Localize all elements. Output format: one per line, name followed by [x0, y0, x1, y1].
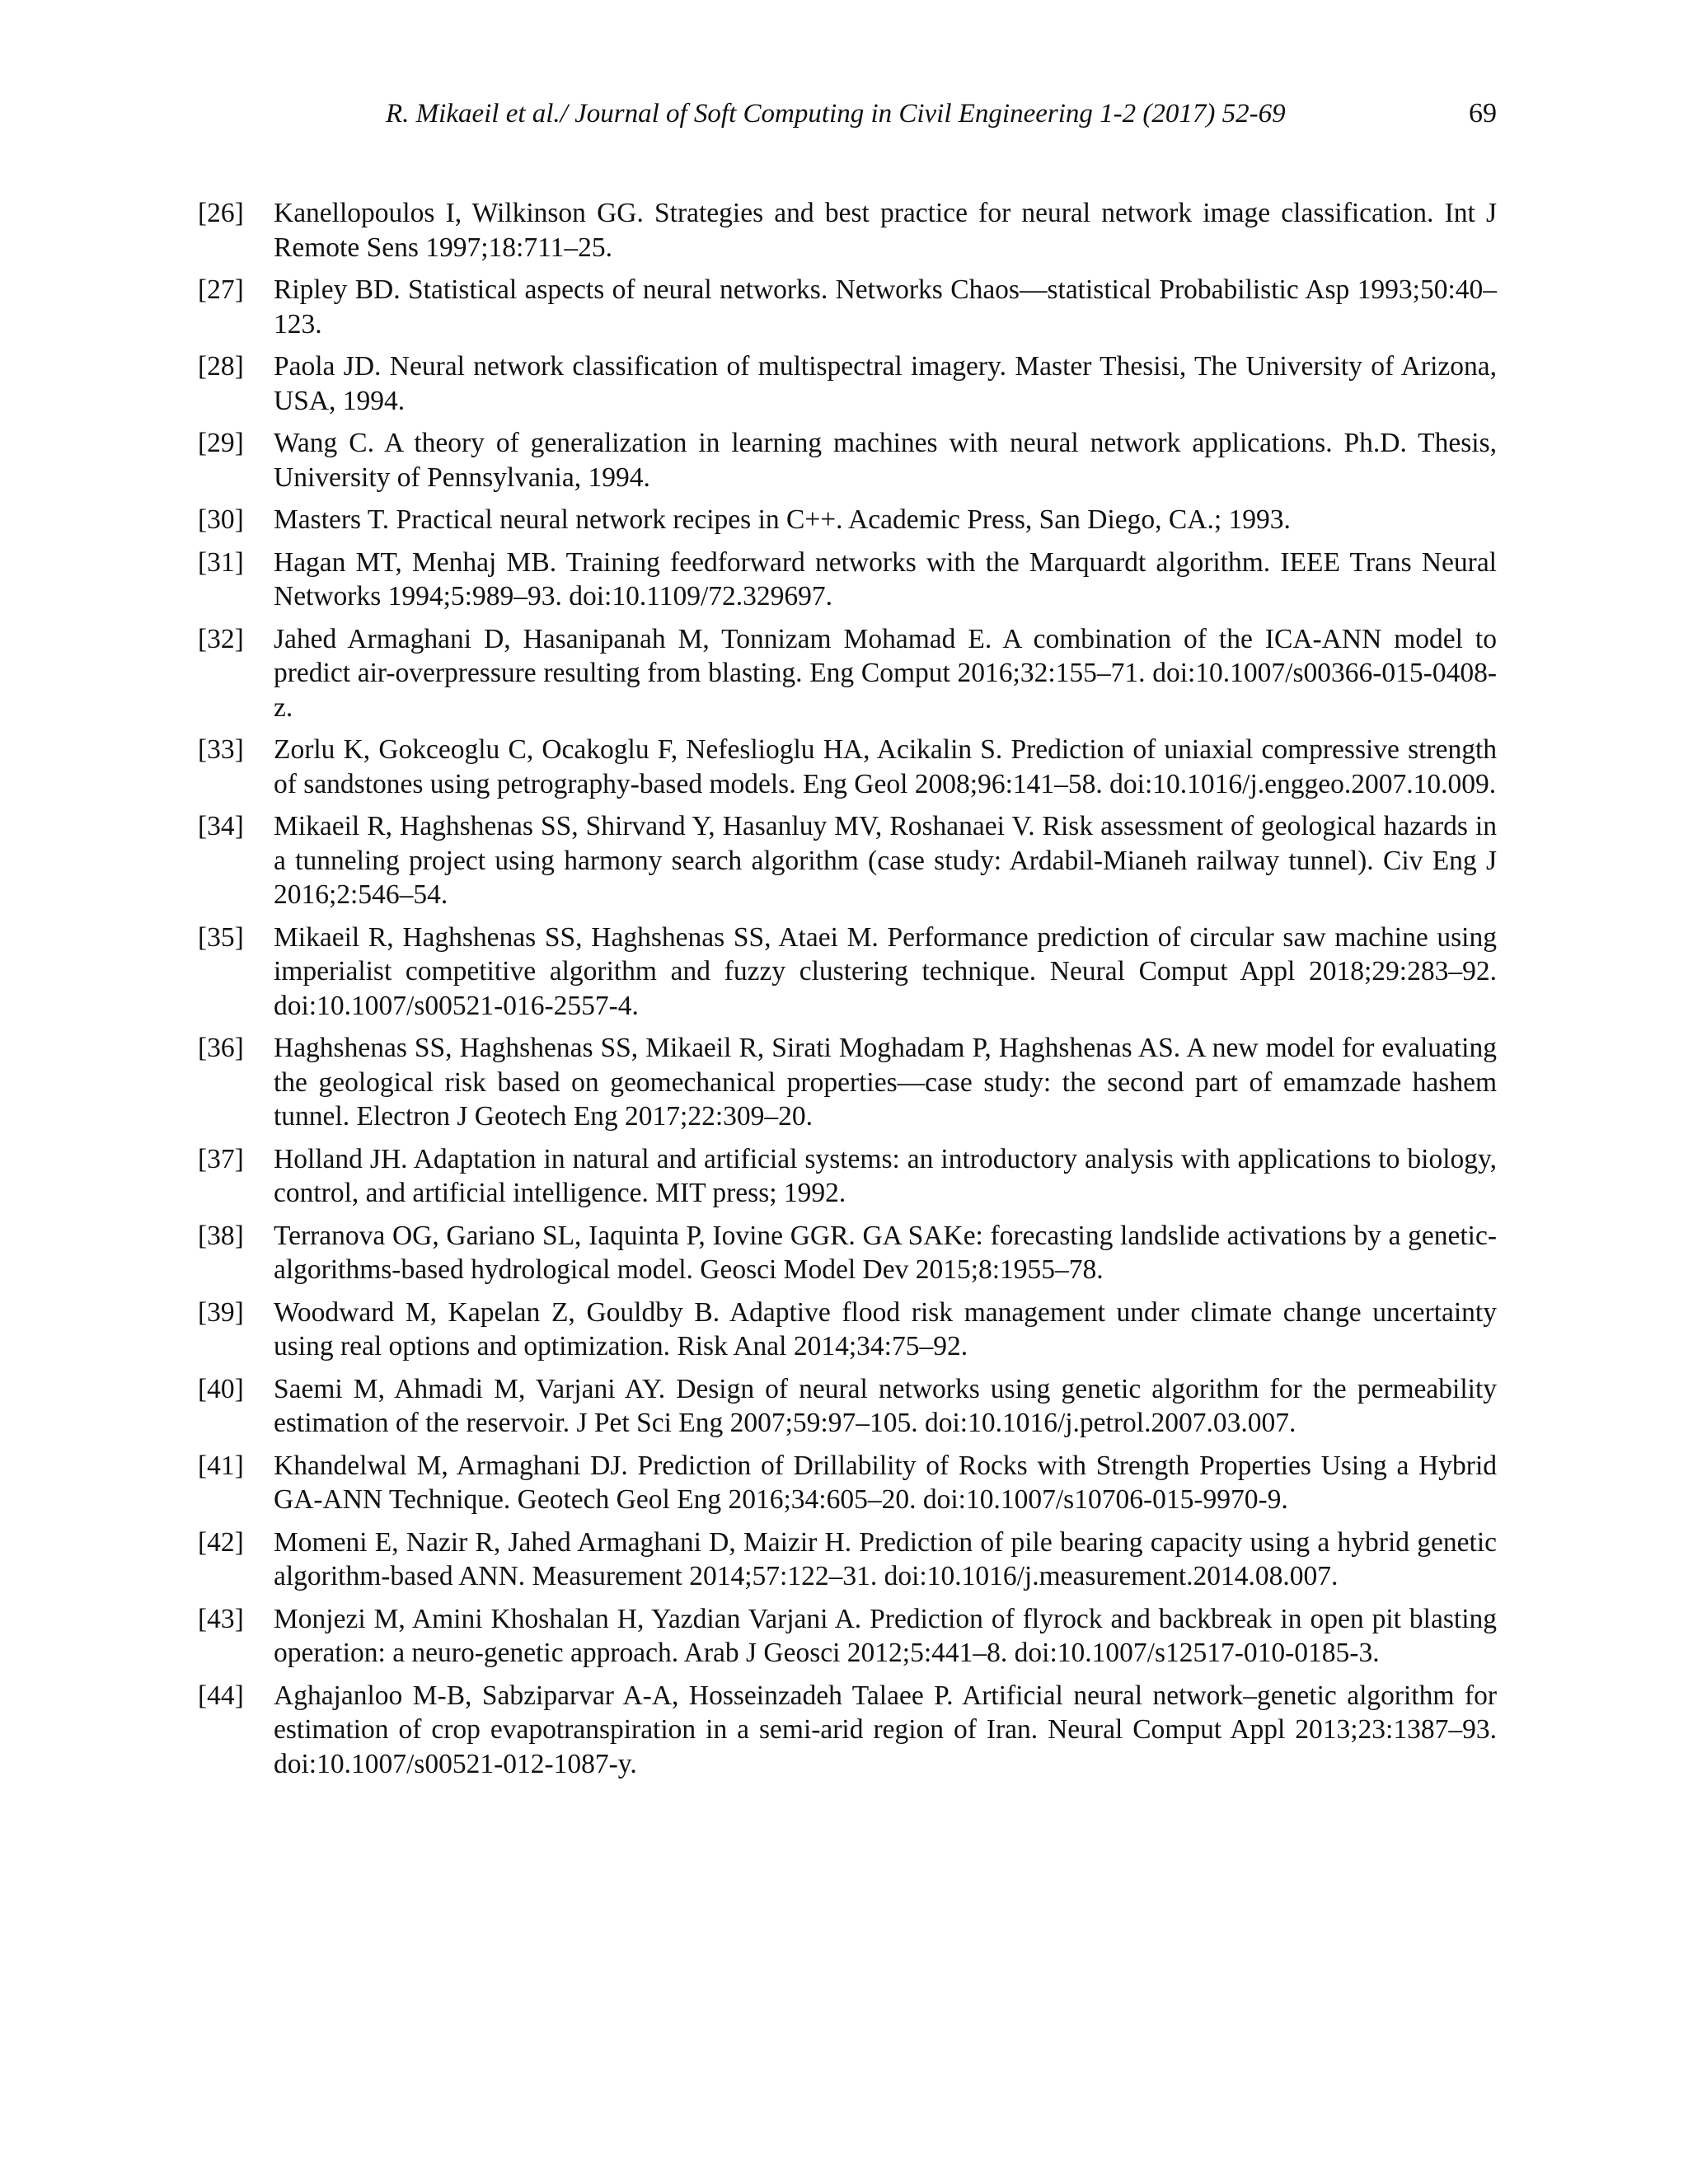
reference-item — [198, 426, 1497, 494]
reference-text: Momeni E, Nazir R, Jahed Armaghani D, Maizir H. Prediction of pile bearing capacity using a hybrid genetic algorithm-based ANN. Measurement 2014;57:122–31. doi:10.1016/j.measurement.2014.08.007. — [274, 1526, 1497, 1591]
reference-item — [198, 503, 1497, 537]
reference-text: Kanellopoulos I, Wilkinson GG. Strategies and best practice for neural network image classification. Int J Remote Sens 1997;18:711–25. — [274, 198, 1497, 263]
reference-text: Masters T. Practical neural network recipes in C++. Academic Press, San Diego, CA.; 1993. — [274, 504, 1291, 535]
reference-text: Holland JH. Adaptation in natural and artificial systems: an introductory analysis with applications to biology, control, and artificial intelligence. MIT press; 1992. — [274, 1143, 1497, 1208]
reference-text: Khandelwal M, Armaghani DJ. Prediction of Drillability of Rocks with Strength Properties Using a Hybrid GA-ANN Technique. Geotech Geol Eng 2016;34:605–20. doi:10.1007/s10706-015-9970-9. — [274, 1450, 1497, 1515]
reference-item — [198, 196, 1497, 265]
reference-text: Woodward M, Kapelan Z, Gouldby B. Adaptive flood risk management under climate change uncertainty using real options and optimization. Risk Anal 2014;34:75–92. — [274, 1296, 1497, 1361]
reference-text: Hagan MT, Menhaj MB. Training feedforward networks with the Marquardt algorithm. IEEE Trans Neural Networks 1994;5:989–93. doi:10.1109/72.329697. — [274, 546, 1497, 612]
reference-list — [198, 196, 1497, 1789]
reference-item — [198, 809, 1497, 912]
reference-item — [198, 733, 1497, 801]
reference-number: [41] — [198, 1450, 244, 1481]
reference-number: [36] — [198, 1033, 244, 1063]
reference-number: [38] — [198, 1220, 244, 1251]
reference-item — [198, 1296, 1497, 1364]
reference-text: Paola JD. Neural network classification of multispectral imagery. Master Thesisi, The University of Arizona, USA, 1994. — [274, 351, 1497, 416]
reference-number: [28] — [198, 351, 244, 382]
reference-text: Jahed Armaghani D, Hasanipanah M, Tonnizam Mohamad E. A combination of the ICA-ANN model to predict air-overpressure resulting from blasting. Eng Comput 2016;32:155–71. doi:10.1007/s00366-015-0408-z. — [274, 623, 1497, 723]
reference-item — [198, 1679, 1497, 1782]
reference-item — [198, 546, 1497, 614]
reference-number: [34] — [198, 811, 244, 841]
reference-number: [37] — [198, 1143, 244, 1174]
reference-number: [30] — [198, 504, 244, 535]
reference-number: [44] — [198, 1680, 244, 1711]
reference-number: [42] — [198, 1526, 244, 1558]
reference-item — [198, 1219, 1497, 1287]
reference-text: Mikaeil R, Haghshenas SS, Haghshenas SS, Ataei M. Performance prediction of circular saw machine using imperialist competitive algorithm and fuzzy clustering technique. Neural Comput Appl 2018;29:283–92. doi:10.1007/s00521-016-2557-4. — [274, 921, 1497, 1021]
reference-item — [198, 1449, 1497, 1517]
reference-number: [43] — [198, 1603, 244, 1634]
reference-text: Aghajanloo M-B, Sabziparvar A-A, Hosseinzadeh Talaee P. Artificial neural network–genetic algorithm for estimation of crop evapotranspiration in a semi-arid region of Iran. Neural Comput Appl 2013;23:1387–93. doi:10.1007/s00521-012-1087-y. — [274, 1680, 1497, 1779]
reference-item — [198, 349, 1497, 418]
reference-item — [198, 1142, 1497, 1211]
reference-text: Zorlu K, Gokceoglu C, Ocakoglu F, Nefeslioglu HA, Acikalin S. Prediction of uniaxial compressive strength of sandstones using petrography-based models. Eng Geol 2008;96:141–58. doi:10.1016/j.enggeo.2007.10.009. — [274, 734, 1497, 799]
reference-number: [40] — [198, 1373, 244, 1404]
reference-number: [33] — [198, 734, 244, 765]
reference-item — [198, 1602, 1497, 1671]
reference-item — [198, 921, 1497, 1024]
reference-number: [26] — [198, 198, 244, 228]
reference-text: Wang C. A theory of generalization in learning machines with neural network applications. Ph.D. Thesis, University of Pennsylvania, 1994. — [274, 428, 1497, 493]
reference-text: Saemi M, Ahmadi M, Varjani AY. Design of neural networks using genetic algorithm for the permeability estimation of the reservoir. J Pet Sci Eng 2007;59:97–105. doi:10.1016/j.petrol.2007.03.007. — [274, 1373, 1497, 1438]
page-number: 69 — [1469, 98, 1497, 129]
reference-text: Terranova OG, Gariano SL, Iaquinta P, Iovine GGR. GA SAKe: forecasting landslide activations by a genetic-algorithms-based hydrological model. Geosci Model Dev 2015;8:1955–78. — [274, 1220, 1497, 1285]
reference-text: Mikaeil R, Haghshenas SS, Shirvand Y, Hasanluy MV, Roshanaei V. Risk assessment of geological hazards in a tunneling project using harmony search algorithm (case study: Ardabil-Mianeh railway tunnel). Civ Eng J 2016;2:546–54. — [274, 811, 1497, 910]
reference-item — [198, 622, 1497, 725]
reference-number: [29] — [198, 428, 244, 458]
reference-item — [198, 1031, 1497, 1134]
reference-item — [198, 273, 1497, 341]
reference-text: Ripley BD. Statistical aspects of neural networks. Networks Chaos—statistical Probabilistic Asp 1993;50:40–123. — [274, 274, 1497, 340]
reference-item — [198, 1372, 1497, 1441]
reference-number: [31] — [198, 546, 244, 578]
reference-text: Haghshenas SS, Haghshenas SS, Mikaeil R, Sirati Moghadam P, Haghshenas AS. A new model for evaluating the geological risk based on geomechanical properties—case study: the second part of emamzade hashem tunnel. Electron J Geotech Eng 2017;22:309–20. — [274, 1033, 1497, 1132]
reference-item — [198, 1526, 1497, 1594]
reference-number: [35] — [198, 921, 244, 953]
running-head: R. Mikaeil et al./ Journal of Soft Computing in Civil Engineering 1-2 (2017) 52-69 — [386, 99, 1286, 129]
reference-text: Monjezi M, Amini Khoshalan H, Yazdian Varjani A. Prediction of flyrock and backbreak in open pit blasting operation: a neuro-genetic approach. Arab J Geosci 2012;5:441–8. doi:10.1007/s12517-010-0185-3. — [274, 1603, 1497, 1668]
reference-number: [27] — [198, 274, 244, 305]
reference-number: [39] — [198, 1296, 244, 1328]
reference-number: [32] — [198, 623, 244, 654]
